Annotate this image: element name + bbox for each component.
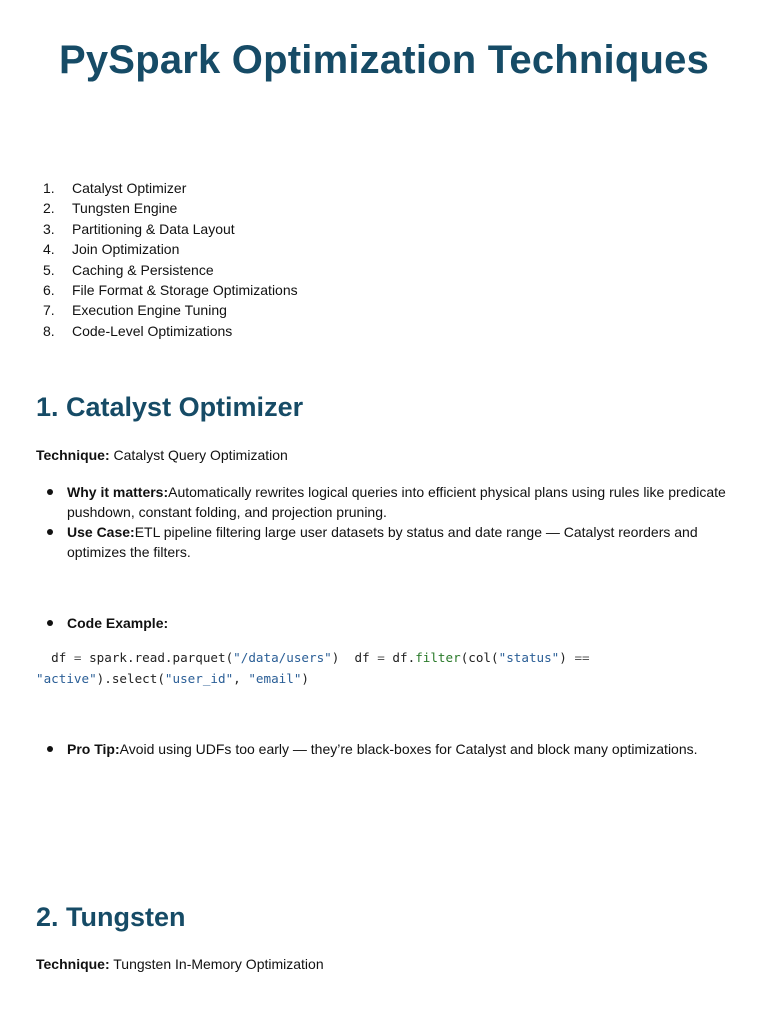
- page-title: PySpark Optimization Techniques: [58, 38, 710, 82]
- toc-number: 8.: [43, 322, 55, 339]
- list-item: [36, 522, 736, 562]
- bullet-icon: [47, 489, 53, 495]
- bullet-icon: [47, 620, 53, 626]
- technique-label: Technique:: [36, 447, 110, 463]
- toc-label: Tungsten Engine: [72, 200, 178, 217]
- toc-item: [38, 219, 298, 239]
- pro-tip-bullet: [36, 739, 736, 759]
- toc-item: [38, 321, 298, 341]
- toc-item: [38, 260, 298, 280]
- toc-number: 4.: [43, 241, 55, 258]
- list-item: [36, 482, 736, 522]
- why-label: Why it matters:: [67, 484, 169, 500]
- technique-value: Catalyst Query Optimization: [109, 447, 288, 463]
- toc-label: Caching & Persistence: [72, 261, 214, 278]
- toc-label: Code-Level Optimizations: [72, 322, 233, 339]
- toc-item: [38, 280, 298, 300]
- list-item: [36, 739, 736, 759]
- code-example-bullet: [36, 613, 736, 633]
- toc-item: [38, 300, 298, 320]
- toc-number: 1.: [43, 180, 55, 196]
- toc-number: 6.: [43, 282, 55, 299]
- toc-number: 3.: [43, 220, 55, 237]
- catalyst-bullets: [36, 482, 736, 562]
- list-item: [36, 613, 736, 633]
- toc-item: [38, 198, 298, 218]
- technique-label: Technique:: [36, 956, 110, 972]
- technique-line: [36, 445, 288, 465]
- use-case-label: Use Case:: [67, 524, 135, 540]
- toc-label: File Format & Storage Optimizations: [72, 282, 298, 299]
- why-text: Automatically rewrites logical queries into efficient physical plans using rules like predicate pushdown, constant folding, and projection pruning.: [67, 484, 726, 520]
- toc-number: 5.: [43, 261, 55, 278]
- technique-value: Tungsten In-Memory Optimization: [109, 956, 324, 972]
- toc-label: Join Optimization: [72, 241, 180, 258]
- toc-label: Partitioning & Data Layout: [72, 220, 235, 237]
- toc-item: [38, 178, 298, 198]
- bullet-icon: [47, 746, 53, 752]
- pro-tip-label: Pro Tip:: [67, 741, 120, 757]
- toc-label: Execution Engine Tuning: [72, 302, 227, 319]
- table-of-contents: [38, 178, 298, 341]
- use-case-text: ETL pipeline filtering large user datasets by status and date range — Catalyst reorders and optimizes the filters.: [67, 524, 698, 560]
- toc-number: 2.: [43, 200, 55, 217]
- technique-line-tungsten: [36, 954, 324, 974]
- toc-number: 7.: [43, 302, 55, 319]
- toc-label: Catalyst Optimizer: [72, 180, 187, 196]
- section-heading-tungsten: 2. Tungsten: [36, 902, 186, 932]
- code-example-label: Code Example:: [67, 615, 169, 631]
- toc-item: [38, 239, 298, 259]
- pro-tip-text: Avoid using UDFs too early — they’re black-boxes for Catalyst and block many optimizations.: [119, 741, 698, 757]
- code-block: df = spark.read.parquet("/data/users") df = df.filter(col("status") == "active").select("user_id", "email"): [36, 650, 590, 686]
- section-heading-catalyst: 1. Catalyst Optimizer: [36, 392, 304, 422]
- bullet-icon: [47, 529, 53, 535]
